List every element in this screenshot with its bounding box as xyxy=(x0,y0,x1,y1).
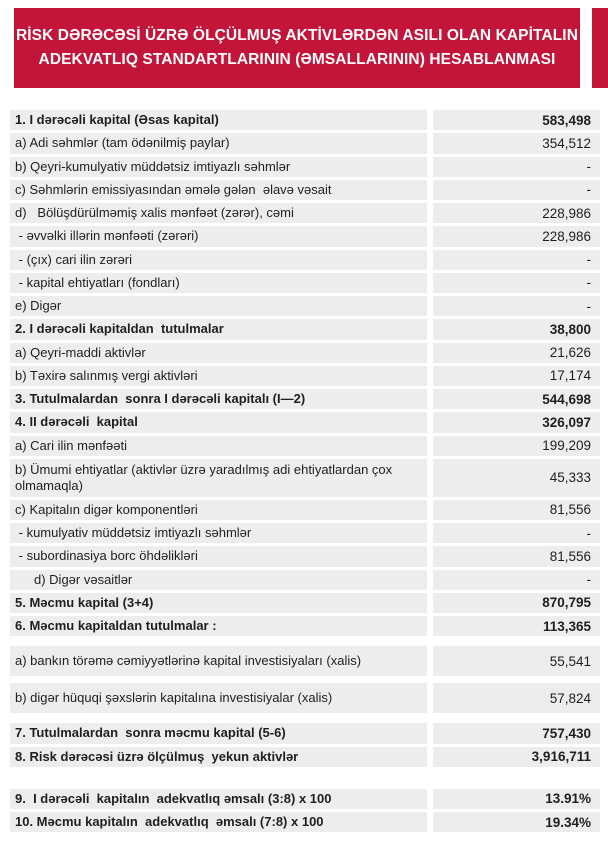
row-value: 228,986 xyxy=(433,203,600,223)
table-row xyxy=(10,546,600,566)
table-row xyxy=(10,412,600,432)
capital-table xyxy=(10,110,600,835)
row-label: 2. I dərəcəli kapitaldan tutulmalar xyxy=(10,319,427,339)
row-label: b) Qeyri-kumulyativ müddətsiz imtiyazlı səhmlər xyxy=(10,157,427,177)
table-row xyxy=(10,203,600,223)
table-row xyxy=(10,319,600,339)
row-value: 199,209 xyxy=(433,436,600,456)
row-label: 8. Risk dərəcəsi üzrə ölçülmuş yekun aktivlər xyxy=(10,747,427,767)
row-value: 757,430 xyxy=(433,723,600,743)
table-row xyxy=(10,436,600,456)
table-row xyxy=(10,366,600,386)
row-label: - kumulyativ müddətsiz imtiyazlı səhmlər xyxy=(10,523,427,543)
row-label: b) digər hüquqi şəxslərin kapitalına investisiyalar (xalis) xyxy=(10,683,427,713)
table-row xyxy=(10,593,600,613)
row-label: - əvvəlki illərin mənfəəti (zərəri) xyxy=(10,226,427,246)
row-value: 17,174 xyxy=(433,366,600,386)
row-label: - kapital ehtiyatları (fondları) xyxy=(10,273,427,293)
table-row xyxy=(10,343,600,363)
title-line-2: ADEKVATLIQ STANDARTLARININ (ƏMSALLARININ) HESABLANMASI xyxy=(38,51,556,68)
row-value: 3,916,711 xyxy=(433,747,600,767)
row-label: 4. II dərəcəli kapital xyxy=(10,412,427,432)
row-label: 1. I dərəcəli kapital (Əsas kapital) xyxy=(10,110,427,130)
row-label: 7. Tutulmalardan sonra məcmu kapital (5-6) xyxy=(10,723,427,743)
table-row xyxy=(10,296,600,316)
table-row xyxy=(10,250,600,270)
row-value: 19.34% xyxy=(433,812,600,832)
title-line-1: RİSK DƏRƏCƏSİ ÜZRƏ ÖLÇÜLMUŞ AKTİVLƏRDƏN ASILI OLAN KAPİTALIN xyxy=(15,26,579,44)
table-row xyxy=(10,226,600,246)
row-label: 5. Məcmu kapital (3+4) xyxy=(10,593,427,613)
row-label: d) Digər vəsaitlər xyxy=(10,570,427,590)
table-row xyxy=(10,646,600,676)
row-value: - xyxy=(433,570,600,590)
row-value: 583,498 xyxy=(433,110,600,130)
row-value: - xyxy=(433,250,600,270)
table-row xyxy=(10,723,600,743)
table-row xyxy=(10,389,600,409)
row-value: 81,556 xyxy=(433,500,600,520)
table-row xyxy=(10,110,600,130)
row-value: 228,986 xyxy=(433,226,600,246)
corner-accent-bar xyxy=(592,8,608,88)
row-value: - xyxy=(433,180,600,200)
row-value: 57,824 xyxy=(433,683,600,713)
row-label: d) Bölüşdürülməmiş xalis mənfəət (zərər), cəmi xyxy=(10,203,427,223)
table-row xyxy=(10,500,600,520)
table-row xyxy=(10,789,600,809)
row-value: 81,556 xyxy=(433,546,600,566)
row-label: e) Digər xyxy=(10,296,427,316)
row-label: 9. I dərəcəli kapitalın adekvatlıq əmsalı (3:8) x 100 xyxy=(10,789,427,809)
row-value: 870,795 xyxy=(433,593,600,613)
table-row xyxy=(10,812,600,832)
row-label: - (çıx) cari ilin zərəri xyxy=(10,250,427,270)
row-label: a) Qeyri-maddi aktivlər xyxy=(10,343,427,363)
row-value: 13.91% xyxy=(433,789,600,809)
row-value: - xyxy=(433,273,600,293)
row-value: - xyxy=(433,157,600,177)
table-row xyxy=(10,747,600,767)
row-label: c) Kapitalın digər komponentləri xyxy=(10,500,427,520)
row-value: - xyxy=(433,296,600,316)
row-label: b) Ümumi ehtiyatlar (aktivlər üzrə yaradılmış adi ehtiyatlardan çox olmamaqla) xyxy=(10,459,427,497)
table-row xyxy=(10,616,600,636)
row-label: a) Cari ilin mənfəəti xyxy=(10,436,427,456)
table-row xyxy=(10,683,600,713)
table-row xyxy=(10,157,600,177)
row-value: 55,541 xyxy=(433,646,600,676)
row-label: a) bankın törəmə cəmiyyətlərinə kapital investisiyaları (xalis) xyxy=(10,646,427,676)
row-label: 3. Tutulmalardan sonra I dərəcəli kapitalı (I—2) xyxy=(10,389,427,409)
table-row xyxy=(10,523,600,543)
row-label: 10. Məcmu kapitalın adekvatlıq əmsalı (7:8) x 100 xyxy=(10,812,427,832)
table-row xyxy=(10,180,600,200)
row-value: 113,365 xyxy=(433,616,600,636)
row-value: 544,698 xyxy=(433,389,600,409)
row-label: b) Təxirə salınmış vergi aktivləri xyxy=(10,366,427,386)
row-value: 354,512 xyxy=(433,133,600,153)
table-row xyxy=(10,570,600,590)
row-value: 21,626 xyxy=(433,343,600,363)
row-value: 326,097 xyxy=(433,412,600,432)
row-label: a) Adi səhmlər (tam ödənilmiş paylar) xyxy=(10,133,427,153)
row-label: 6. Məcmu kapitaldan tutulmalar : xyxy=(10,616,427,636)
row-value: 38,800 xyxy=(433,319,600,339)
row-label: c) Səhmlərin emissiyasından əmələ gələn əlavə vəsait xyxy=(10,180,427,200)
row-label: - subordinasiya borc öhdəlikləri xyxy=(10,546,427,566)
table-row xyxy=(10,273,600,293)
table-row xyxy=(10,133,600,153)
table-row xyxy=(10,459,600,497)
row-value: 45,333 xyxy=(433,459,600,497)
title-banner xyxy=(14,8,580,88)
row-value: - xyxy=(433,523,600,543)
